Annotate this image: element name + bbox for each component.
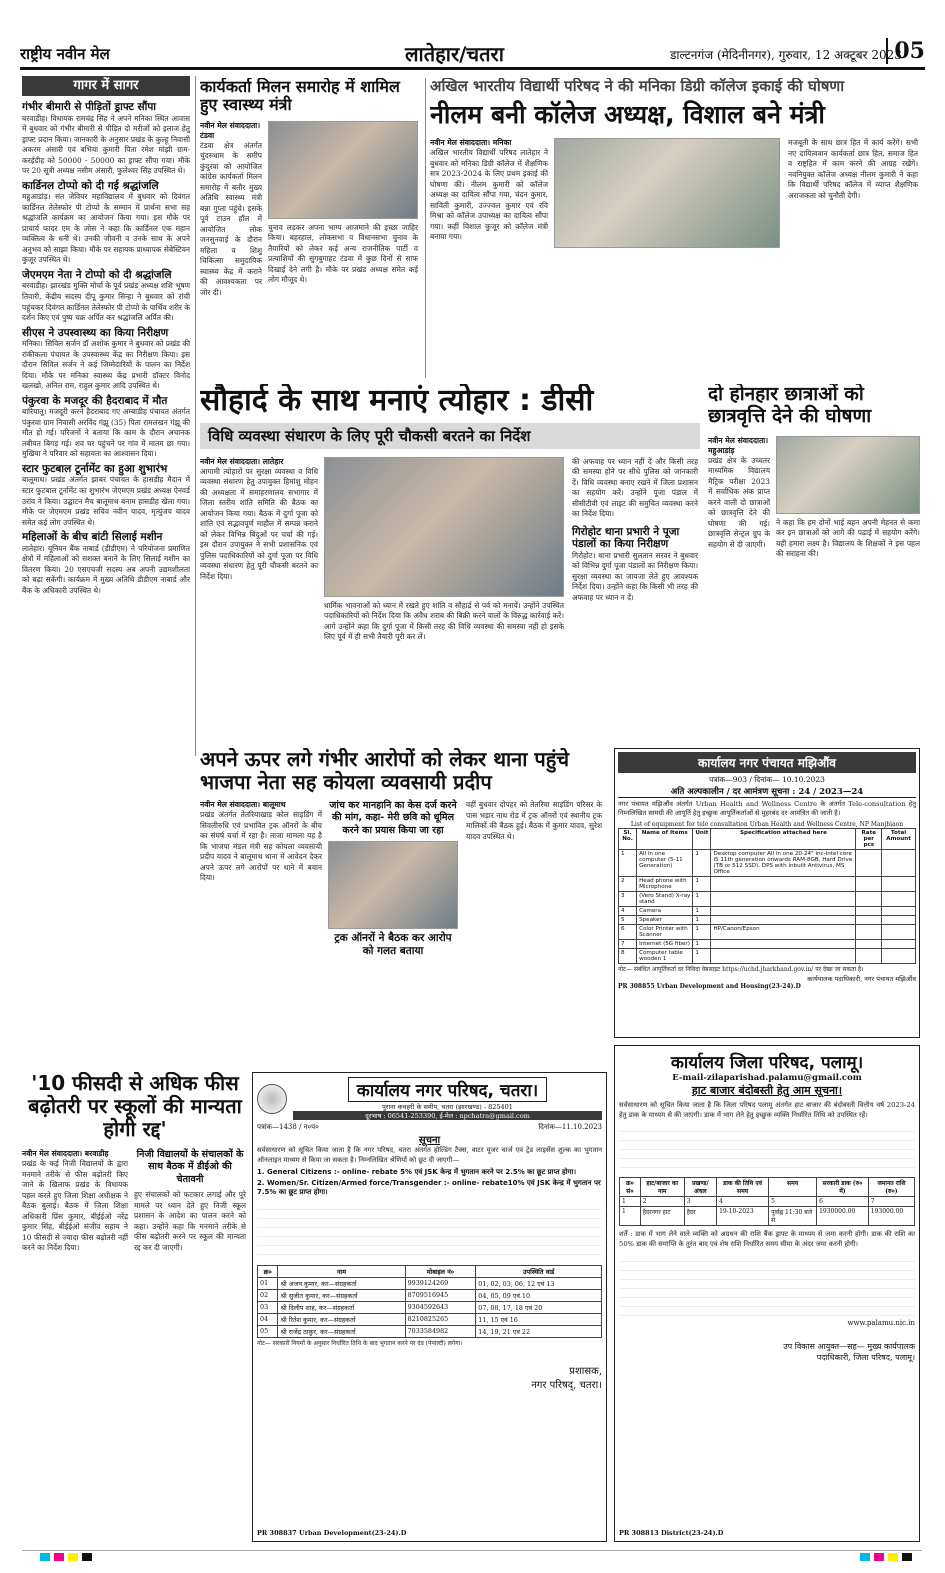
story-body: प्रखंड अंतर्गत तेतरियाखाड़ कोल साइडिंग में सिवलीरुधि एवं प्रभावित ट्रक ऑनरों के बीच का संघर्ष चर्चा में रहा है। ताजा मामला यह है कि भाजपा मंडल मंत्री सह कोयला व्यवसायी प्रदीप यादव ने बालूमाथ थाना में आवेदन देकर अपने ऊपर लगे आरोपों पर थाने में बयान दिया। xyxy=(200,810,322,883)
ad-email: E-mail-zilaparishad.palamu@gmail.com xyxy=(672,1073,862,1083)
emblem-icon xyxy=(257,1084,287,1114)
story-body: चुनाव लड़कर अपना भाग्य आजमाने की इच्छा जाहिर किया। बहरहाल, लोकसभा व विधानसभा चुनाव के तैयारियों को लेकर कई अन्य राजनीतिक पार्टी व प्रत्याशियों की सुगबुगाहट टंडवा में कुछ दिनों से साफ दिखाई देने लगी है। मौके पर प्रखंड अध्यक्ष समेत कई लोग मौजूद थे। xyxy=(268,222,418,285)
story-headline: नीलम बनी कॉलेज अध्यक्ष, विशाल बने मंत्री xyxy=(430,100,825,130)
ad-office: कार्यालय जिला परिषद, पलामू। xyxy=(670,1053,864,1073)
news-photo xyxy=(268,121,418,219)
table-row: 02 श्री सुजीत कुमार, कर—संग्रहकर्ता 8709516945 04, 05, 09 एवं 10 xyxy=(258,1290,602,1302)
ad-nagar-panchayat xyxy=(614,748,920,1038)
table-row: 1 2 3 4 5 6 7 xyxy=(620,1197,915,1207)
dateline: डाल्टनगंज (मेदिनीनगर), गुरुवार, 12 अक्टूबर 2023 xyxy=(670,48,902,62)
table-col-header: Specification attached here xyxy=(711,828,856,849)
ad-pr-code: PR 308855 Urban Development and Housing(23-24).D xyxy=(618,983,801,991)
brief-body: बरवाडीह। विधायक रामचंद्र सिंह ने अपने मनिका स्थित आवास में बुधवार को गंभीर बीमारी से पीड़ित दो मरीजों को इलाज हेतु ड्राफ्ट प्रदान किया। जानकारी के अनुसार प्रखंड के कुल्हू निवासी अकरम अंसारी एवं बभिया कुमारी पिता रमेश मांझी ग्राम-करईडीह को 50000 - 50000 का ड्राफ्ट सौंपा गया। मौके पर 20 सूत्री अध्यक्ष नसीम अंसारी, फुलेश्वर सिंह उपस्थित थे। xyxy=(22,113,190,176)
ad-title: सूचना xyxy=(418,1135,441,1146)
print-registration-bar xyxy=(22,1550,922,1560)
brief-item xyxy=(22,463,190,528)
story-kicker: अखिल भारतीय विद्यार्थी परिषद ने की मनिका डिग्री कॉलेज इकाई की घोषणा xyxy=(430,78,845,95)
table-row: 01 श्री अजय कुमार, कर—संग्रहकर्ता 9939124269 01, 02, 03, 06, 12 एवं 13 xyxy=(258,1278,602,1290)
table-col-header: जमानत राशि (रु०) xyxy=(868,1178,914,1197)
brief-item xyxy=(22,180,190,266)
table-row: 5 Speaker 1 xyxy=(619,915,916,924)
color-swatch xyxy=(874,1553,884,1561)
story-fees xyxy=(22,1072,248,1542)
inset-headline: ट्रक ऑनरों ने बैठक कर आरोप को गलत बताया xyxy=(334,932,452,957)
story-body: प्रखंड क्षेत्र के उच्चतर माध्यमिक विद्यालय मैट्रिक परीक्षा 2023 में सर्वाधिक अंक प्राप्त करने वाली दो छात्राओं को छात्रवृत्ति देने की घोषणा की गई। छात्रवृत्ति सेन्ट्रल ग्रुप के सहयोग से दी जाएगी। xyxy=(708,455,770,549)
news-photo xyxy=(776,436,920,514)
table-col-header: सरकारी डाक (रु० में) xyxy=(817,1178,869,1197)
table-col-header: Name of Items xyxy=(637,828,693,849)
story-headline: सौहार्द के साथ मनाएं त्योहार : डीसी xyxy=(200,384,594,418)
table-col-header: Total Amount xyxy=(882,828,916,849)
ad-haat-table xyxy=(619,1177,915,1226)
story-byline: नवीन मेल संवाददाता। लातेहार xyxy=(200,456,284,466)
story-body: गिरोहोट। थाना प्रभारी सुलतान सरवर ने बुधवार को विभिन्न दुर्गा पूजा पंडालों का निरीक्षण किया। सुरक्षा व्यवस्था का जायजा लेते हुए आवश्यक निर्देश दिया। उन्होंने कहा कि किसी भी तरह की अफवाह पर ध्यान न दें। xyxy=(572,550,698,602)
ad-intro: सर्वसाधारण को सूचित किया जाता है कि नगर परिषद, चतरा अंतर्गत होल्डिंग टैक्स, वाटर यूजर चार्ज एवं ट्रेड लाइसेंस शुल्क का भुगतान ऑनलाइन माध्यम से किया जा सकता है। निम्नलिखित श्रेणियों को छूट दी जाएगी— xyxy=(257,1146,602,1164)
brief-title: गंभीर बीमारी से पीड़ितों ड्राफ्ट सौंपा xyxy=(22,101,157,113)
table-col-header: Sl. No. xyxy=(619,828,637,849)
story-body: धार्मिक भावनाओं को ध्यान में रखते हुए शांति व सौहार्द्र से पर्व को मनायें। उन्होंने उपस्थित पदाधिकारियों को निर्देश दिया कि अवैध शराब की बिक्री करने वालों के विरुद्ध कार्रवाई करें। आगे उन्होंने कहा कि दुर्गा पूजा में किसी तरह की विधि व्यवस्था की समस्या नहीं हो इसके लिए पूर्व में ही सभी तैयारी पूरी कर लें। xyxy=(324,600,564,642)
table-row: 3 (Vero Stand) X-ray stand 1 xyxy=(619,891,916,906)
brief-body: लातेहार। यूनियन बैंक नाबार्ड (डीडीएम) ने परियोजना प्रमाणित क्षेत्रों में महिलाओं को सशक्त बनाने के लिए सिलाई मशीन का वितरण किया। 20 एसएचजी सदस्य अब अपनी उद्यमशीलता को बढ़ा सकेंगी। कार्यक्रम में मुख्य अतिथि डीडीएम नाबार्ड और बैंक के अधिकारी उपस्थित थे। xyxy=(22,543,190,595)
brief-item xyxy=(22,531,190,596)
sidebar-heading: गागर में सागर xyxy=(22,76,190,96)
ad-intro: सर्वसाधारण को सूचित किया जाता है कि जिला परिषद पलामू अंतर्गत हाट बाजार की बंदोबस्ती वित्तीय वर्ष 2023-24 हेतु डाक के माध्यम से की जाएगी। डाक में भाग लेने हेतु इच्छुक व्यक्ति निर्धारित तिथि को उपस्थित रहें। xyxy=(619,1101,915,1119)
ad-website: www.palamu.nic.in xyxy=(847,1318,915,1327)
story-byline: नवीन मेल संवाददाता। बालूमाथ xyxy=(200,800,286,809)
brief-body: मनिका। सिविल सर्जन डॉ अशोक कुमार ने बुधवार को प्रखंड की रांकीकला पंचायत के उपस्वास्थ्य केंद्र का निरीक्षण किया। इस दौरान सिविल सर्जन ने कई जिम्मेदारियों के पालन का निर्देश दिया। मौके पर मनिका स्वास्थ्य केंद्र प्रभारी डॉक्टर विनोद खलखो, अनिल राम, राहुल कुमार आदि उपस्थित थे। xyxy=(22,339,190,391)
table-row: 1 All in one computer (5-11 Generation) 1 Desktop computer All in one 20-24" inc-Intel core i5 11th generation onwards RAM-8GB, Hard Drive (TB or 512 SSD), DPS with inbuilt Antivirus, MS Office xyxy=(619,849,916,876)
table-row: 04 श्री रितेश कुमार, कर—संग्रहकर्ता 8210825265 11, 15 एवं 16 xyxy=(258,1314,602,1326)
brief-title: कार्डिनल टोप्पो को दी गई श्रद्धांजलि xyxy=(22,179,159,192)
story-scholarship xyxy=(708,384,920,739)
story-headline: कार्यकर्ता मिलन समारोह में शामिल हुए स्वास्थ्य मंत्री xyxy=(200,78,400,115)
table-row: 05 श्री राजेंद्र ठाकुर, कर—संग्रहकर्ता 7033584982 14, 19, 21 एवं 22 xyxy=(258,1326,602,1338)
story-body: की अफवाह पर ध्यान नहीं दें और किसी तरह की समस्या होने पर सीधे पुलिस को जानकारी दें। विधि व्यवस्था बनाए रखने में जिला प्रशासन का सहयोग करें। उन्होंने पूजा पंडाल में सीसीटीवी एवं लाइट की समुचित व्यवस्था करने का निर्देश दिया। xyxy=(572,456,698,519)
story-headline: दो होनहार छात्राओं को छात्रवृत्ति देने की घोषणा xyxy=(708,384,872,427)
ad-fine-print xyxy=(619,1253,915,1319)
table-row: 4 Camera 1 xyxy=(619,906,916,915)
brief-body: बरवाडीह। झारखंड मुक्ति मोर्चा के पूर्व प्रखंड अध्यक्ष शशि भूषण तिवारी, केंद्रीय सदस्य दीपू कुमार सिन्हा ने बुधवार को रांची पहुंचकर दिवंगत कार्डिनल तेलेस्फोर पी टोप्पो के पार्थिव शरीर के दर्शन किए एवं पुष्प चक्र अर्पित कर श्रद्धांजलि अर्पित की। xyxy=(22,281,190,323)
table-col-header: डाक की तिथि एवं समय xyxy=(717,1178,769,1197)
table-col-header: क्र० xyxy=(258,1266,278,1278)
ad-letter: पत्रांक—903 / दिनांक— 10.10.2023 xyxy=(709,775,825,784)
story-byline: नवीन मेल संवाददाता। बरवाडीह xyxy=(22,1149,109,1158)
ad-intro: नगर पंचायत मझिऔंव अंतर्गत Urban Health and Wellness Centre के अंतर्गत Tele-consultation हेतु निम्नलिखित सामग्री की आपूर्ति हेतु इच्छुक आपूर्तिकर्ताओं से मुहरबंद दर आमंत्रित की जाती है। xyxy=(618,800,916,818)
table-col-header: क्र० सं० xyxy=(620,1178,641,1197)
ad-fine-print xyxy=(619,1123,915,1173)
ad-signatory: कार्यपालक पदाधिकारी, नगर पंचायत मझिऔंव xyxy=(807,975,916,984)
story-body: टंडवा क्षेत्र अंतर्गत चुंदरुधाम के समीप कुंदुरवा को आयोजित कांग्रेस कार्यकर्ता मिलन समारोह में बतौर मुख्य अतिथि स्वास्थ्य मंत्री बन्ना गुप्ता पहुंचे। इसके पूर्व टाउन हॉल में आयोजित लोक जनसुनवाई के दौरान महिला व शिशु चिकित्सा समुदायिक स्वास्थ्य केंद्र में कराने की आवश्यकता पर जोर दी। xyxy=(200,140,262,297)
ad-address: पुराना कचहरी के समीप, चतरा (झारखण्ड) - 825401 xyxy=(382,1103,513,1111)
story-byline: नवीन मेल संवाददाता। मनिका xyxy=(430,138,512,147)
color-swatch xyxy=(82,1553,92,1561)
ad-note: नोट— सरकारी नियमों के अनुसार निर्धारित तिथि के बाद भुगतान करने पर दंड (पेनाल्टी) लगेगा। xyxy=(257,1340,463,1348)
brief-item xyxy=(22,395,190,460)
ad-terms: शर्तें : डाक में भाग लेने वाले व्यक्ति को अग्रधन की राशि बैंक ड्राफ्ट के माध्यम से जमा करनी होगी। डाक की राशि का 50% डाक की समाप्ति के तुरंत बाद एवं शेष राशि निर्धारित समय सीमा के अंदर जमा करनी होगी। xyxy=(619,1230,915,1248)
story-bjp xyxy=(200,748,608,1068)
ad-notice: हाट बाजार बंदोबस्ती हेतु आम सूचना। xyxy=(691,1084,843,1097)
table-col-header: हाट/बाजार का नाम xyxy=(640,1178,684,1197)
story-body: वहीं बुधवार दोपहर को तेतरिया साइडिंग परिसर के पास भड़ार नाथ रोड में ट्रक ऑनरों एवं स्थानीय ट्रक मालिकों की बैठक हुई। बैठक में कुमार यादव, सुरेश यादव उपस्थित थे। xyxy=(466,800,602,841)
story-body: प्रखंड के कई निजी विद्यालयों के द्वारा मनमाने तरीके से फीस बढ़ोतरी किए जाने के खिलाफ प्रखंड के विधायक पहल करते हुए जिला शिक्षा अधीक्षक ने बैठक बुलाई। बैठक में जिला शिक्षा अधिकारी प्रिंस कुमार, बीईईओ नरेंद्र कुमार सिंह, बीईईओ संजीव सहाय ने 10 फीसदी से ज्यादा फीस बढ़ोतरी नहीं करने का निर्देश दिया। xyxy=(22,1159,128,1253)
story-dc xyxy=(200,384,700,739)
ad-collector-table xyxy=(257,1265,602,1338)
ad-signatory: उप विकास आयुक्त—सह— मुख्य कार्यपालक पदाधिकारी, जिला परिषद, पलामू। xyxy=(783,1341,915,1362)
ad-signatory: नगर परिषद्, चतरा। xyxy=(531,1379,602,1391)
ad-notice: अति अल्पकालीन / दर आमंत्रण सूचना : 24 / 2023—24 xyxy=(618,786,916,798)
table-row: 7 Internet (5G fiber) 1 xyxy=(619,939,916,948)
brief-title: महिलाओं के बीच बांटी सिलाई मशीन xyxy=(22,531,163,544)
brief-item xyxy=(22,327,190,392)
table-col-header: मोबाइल नं० xyxy=(405,1266,476,1278)
color-swatch xyxy=(888,1553,898,1561)
color-swatch xyxy=(68,1553,78,1561)
ad-office: कार्यालय नगर पंचायत मझिऔंव xyxy=(618,752,916,773)
story-body: आगामी त्योहारों पर सुरक्षा व्यवस्था व विधि व्यवस्था संधारण हेतु उपायुक्त हिमांशु मोहन की अध्यक्षता में समाहरणालय सभागार में जिला स्तरीय शांति समिति की बैठक का आयोजन किया गया। बैठक में दुर्गा पूजा को शांति एवं सद्भावपूर्ण माहौल में सम्पन्न कराने को लेकर विभिन्न बिंदुओं पर चर्चा की गई। इस दौरान उपायुक्त ने सभी प्रशासनिक एवं पुलिस पदाधिकारियों को दुर्गा पूजा पर विधि व्यवस्था संधारण हेतु पूरी चौकसी बरतने का निर्देश दिया। xyxy=(200,466,318,581)
newspaper-brand: राष्ट्रीय नवीन मेल xyxy=(20,45,110,63)
story-abvp xyxy=(430,78,920,378)
table-row: 6 Color Printer with Scanner 1 HP/Canon/Epson xyxy=(619,924,916,939)
ad-office: कार्यालय नगर परिषद, चतरा। xyxy=(348,1077,547,1102)
table-col-header: प्रखण्ड/अंचल xyxy=(684,1178,716,1197)
story-headline: गिरोहोट थाना प्रभारी ने पूजा पंडालों का किया निरीक्षण xyxy=(572,525,680,551)
ad-signatory: प्रशासक, xyxy=(569,1365,602,1377)
color-swatch xyxy=(902,1553,912,1561)
page-number: 05 xyxy=(886,38,925,64)
news-photo xyxy=(554,138,780,248)
table-col-header: नाम xyxy=(278,1266,405,1278)
brief-title: सीएस ने उपस्वास्थ्य का किया निरीक्षण xyxy=(22,326,169,339)
ad-point: 2. Women/Sr. Citizen/Armed force/Transgender :- online- rebate10% एवं JSK केन्द्र में भुगतान पर 7.5% का छूट प्राप्त होगा। xyxy=(257,1179,601,1197)
story-body: मजबूती के साथ छात्र हित में कार्य करेंगे। सभी नए दायित्ववान कार्यकर्ता छात्र हित, समाज हित व राष्ट्रहित में काम करने की आग्रह रखेंगे। नवनियुक्त कॉलेज अध्यक्ष नीलम कुमारी ने कहा कि विद्यार्थी परिषद कॉलेज में व्याप्त शैक्षणिक अराजकता को चुनौती देगी। xyxy=(788,138,918,200)
brief-item xyxy=(22,101,190,177)
masthead xyxy=(20,38,925,70)
story-headline: अपने ऊपर लगे गंभीर आरोपों को लेकर थाना पहुंचे भाजपा नेता सह कोयला व्यवसायी प्रदीप xyxy=(200,748,570,794)
sidebar xyxy=(22,98,190,748)
news-photo xyxy=(324,457,564,597)
ad-pr-code: PR 308813 District(23-24).D xyxy=(619,1529,724,1537)
ad-items-table xyxy=(618,828,916,964)
ad-pr-code: PR 308837 Urban Development(23-24).D xyxy=(257,1529,407,1537)
ad-fine-print xyxy=(257,1201,602,1261)
brief-body: बालूमाथ। प्रखंड अंतर्गत झाबर पंचायत के हासडीह मैदान में स्टार फुटबाल टूर्नामेंट का शुभारंभ जेएमएम प्रखंड अध्यक्ष ऐनवर्ड उरांव ने किया। उद्घाटन मैच बालूमाथ बनाम हासडीह खेला गया। मौके पर जेएमएम प्रखंड सचिव नवीन यादव, मृत्युंजय यादव समेत कई लोग उपस्थित थे। xyxy=(22,475,190,527)
table-row: 8 Computer table wooden 1 1 xyxy=(619,948,916,963)
story-byline: नवीन मेल संवाददाता। टंडवा xyxy=(200,120,261,140)
table-col-header: उपस्थिति वार्ड xyxy=(476,1266,602,1278)
story-sidehead: निजी विद्यालयों के संचालकों के साथ बैठक में डीईओ की चेतावनी xyxy=(136,1149,244,1185)
ad-table-title: List of equipment for tele consultation Urban Health and Wellness Centre, NP Manjhiaon xyxy=(630,820,904,828)
ad-contact: दूरभाष : 06541-253390, ई-मेल : npchatra@gmail.com xyxy=(293,1111,602,1120)
story-body: हुए संचालकों को फटकार लगाई और पूरे मामले पर ध्यान देते हुए निजी स्कूल प्रशासन के आदेश का पालन करने को कहा। उन्होंने कहा कि मनमाने तरीके से फीस बढ़ोतरी करने पर स्कूल की मान्यता रद्द कर दी जाएगी। xyxy=(134,1190,246,1252)
table-row: 03 श्री दिलीप शाह, कर—संग्रहकर्ता 9304592643 07, 08, 17, 18 एवं 20 xyxy=(258,1302,602,1314)
ad-letter: पत्रांक—1438 / न०प० xyxy=(257,1123,319,1131)
table-row: 2 Head phone with Microphone 1 xyxy=(619,876,916,891)
story-headline: '10 फीसदी से अधिक फीस बढ़ोतरी पर स्कूलों की मान्यता होगी रद्द' xyxy=(28,1072,242,1141)
brief-title: स्टार फुटबाल टूर्नामेंट का हुआ शुभारंभ xyxy=(22,462,168,475)
story-health-minister xyxy=(200,78,420,388)
ad-zila-parishad xyxy=(614,1045,920,1542)
table-col-header: समय xyxy=(769,1178,817,1197)
story-body: अखिल भारतीय विद्यार्थी परिषद लातेहार ने बुधवार को मनिका डिग्री कॉलेज में शैक्षणिक सत्र 2023-2024 के लिए प्रथम इकाई की घोषणा की। नीलम कुमारी को कॉलेज अध्यक्ष का दायित्व सौंपा गया, चंदन कुमार, साविती कुमारी, उज्ज्वल कुमार एवं रवि मिश्रा को कॉलेज उपाध्यक्ष का दायित्व सौंपा गया। कहीं विशाल कुजूर को कॉलेज मंत्री बनाया गया। xyxy=(430,148,548,242)
table-row: 1 हैदरनगर हाट हैदर 19-10-2023 पूर्वाह्न 11:30 बजे से 1930000.00 193000.00 xyxy=(620,1207,915,1226)
brief-title: पंकुरवा के मजदूर की हैदराबाद में मौत xyxy=(22,394,168,407)
story-subhead: विधि व्यवस्था संधारण के लिए पूरी चौकसी बरतने का निर्देश xyxy=(200,423,700,449)
story-byline: नवीन मेल संवाददाता। महुआडांड़ xyxy=(708,435,769,455)
color-swatch xyxy=(40,1553,50,1561)
table-col-header: Unit xyxy=(693,828,711,849)
brief-item xyxy=(22,269,190,324)
color-swatch xyxy=(54,1553,64,1561)
story-body: ने कहा कि हम दोनों भाई बहन अपनी मेहनत से कमा कर इन छात्राओं को आगे की पढ़ाई में सहयोग करेंगे। यही हमारा लक्ष्य है। विद्यालय के शिक्षकों ने इस पहल की सराहना की। xyxy=(776,517,920,559)
ad-note: नोट— संबंधित आपूर्तिकर्ता दर निविदा वेबसाइट https://uchd.jharkhand.gov.in/ पर देखा जा सकता है। xyxy=(618,965,864,973)
brief-body: बारियातू। मजदूरी करने हैदराबाद गए अम्बाडीह पंचायत अंतर्गत पंकुरवा ग्राम निवासी अरविंद गंझू (35) पिता रामलखन गंझू की मौत हो गई। परिजनों ने बताया कि काम के दौरान अचानक तबीयत बिगड़ गई। शव घर पहुंचने पर गांव में मातम छा गया। मुखिया ने परिवार को सहायता का आश्वासन दिया। xyxy=(22,407,190,459)
color-swatch xyxy=(860,1553,870,1561)
section-title: लातेहार/चतरा xyxy=(405,42,504,66)
pull-quote: जांच कर मानहानि का केस दर्ज करने की मांग, कहा- मेरी छवि को धूमिल करने का प्रयास किया जा रहा xyxy=(329,800,457,836)
news-photo xyxy=(328,841,458,929)
brief-body: महुआडांड़। संत जेवियर महाविद्यालय में बुधवार को दिवंगत कार्डिनल तेलेस्फोर पी टोप्पो के सम्मान में प्रार्थना सभा सह श्रद्धांजलि कार्यक्रम का आयोजन किया गया। इस मौके पर प्राचार्य फादर एम के जोस ने कहा कि कार्डिनल एक महान व्यक्तित्व के धनी थे। उनकी जीवनी व उनके साथ के अपने अनुभव को साझा किया। मौके पर सहायक प्राध्यापक सेबेस्टियन कुजूर उपस्थित थे। xyxy=(22,192,190,265)
brief-title: जेएमएम नेता ने टोप्पो को दी श्रद्धांजलि xyxy=(22,268,172,281)
ad-point: 1. General Citizens :- online- rebate 5% एवं JSK केन्द्र में भुगतान करने पर 2.5% का छूट प्राप्त होगा। xyxy=(257,1168,576,1177)
table-col-header: Rate per pcs xyxy=(856,828,882,849)
ad-nagar-parishad xyxy=(252,1072,607,1542)
ad-date: दिनांक—11.10.2023 xyxy=(538,1123,602,1131)
